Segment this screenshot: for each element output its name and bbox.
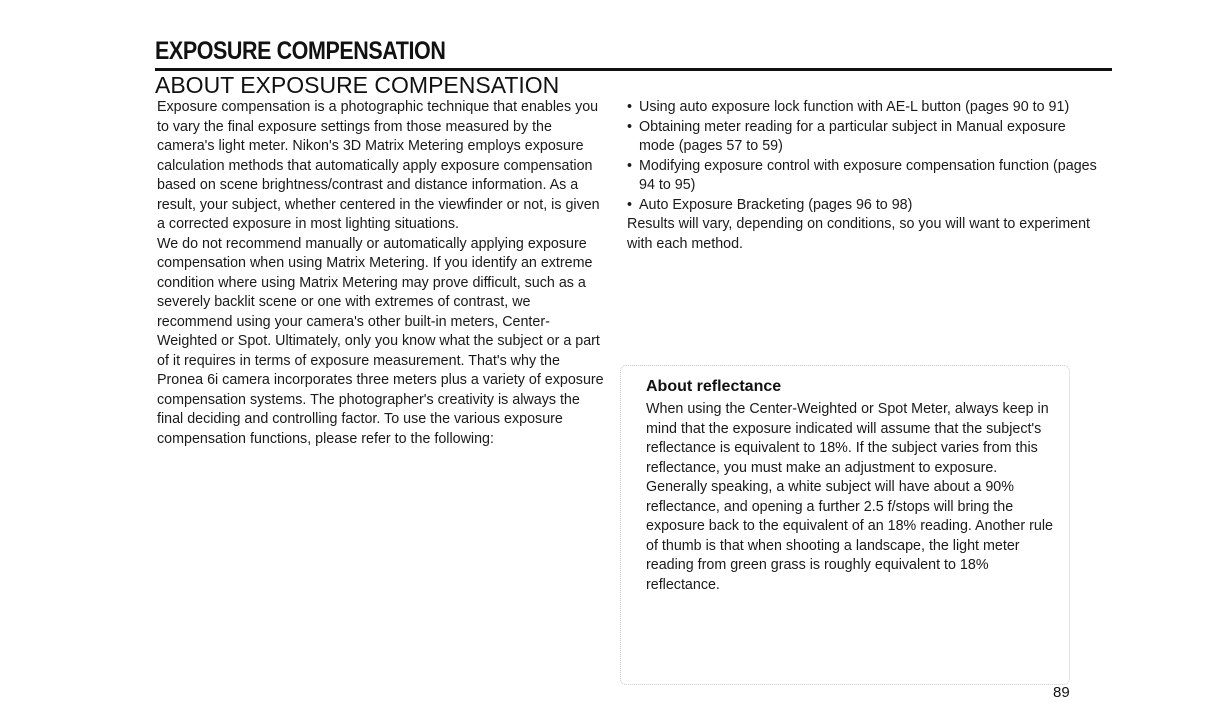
- closing-paragraph: Results will vary, depending on conditions, so you will want to experiment with each method.: [627, 216, 1091, 252]
- list-item: [627, 196, 1097, 216]
- bullet-icon: •: [627, 157, 633, 174]
- page-number: 89: [1053, 684, 1070, 701]
- list-item-text: Obtaining meter reading for a particular subject in Manual exposure mode (pages 57 to 59): [639, 118, 1066, 154]
- bullet-icon: •: [627, 196, 633, 213]
- list-item-text: Using auto exposure lock function with AE-L button (pages 90 to 91): [639, 99, 1070, 115]
- bullet-icon: •: [627, 99, 633, 115]
- title-rule: [155, 68, 1112, 71]
- list-item-text: Auto Exposure Bracketing (pages 96 to 98): [639, 196, 913, 213]
- list-item-text: Modifying exposure control with exposure compensation function (pages 94 to 95): [639, 157, 1097, 193]
- note-body: When using the Center-Weighted or Spot Meter, always keep in mind that the exposure indicated will assume that the subject's reflectance is equivalent to 18%. If the subject varies from this reflectance, you must make an adjustment to exposure. Generally speaking, a white subject will have about a 90% reflectance, and opening a further 2.5 f/stops will bring the exposure back to the equivalent of an 18% reading. Another rule of thumb is that when shooting a landscape, the light meter reading from green grass is roughly equivalent to 18% reflectance.: [646, 401, 1053, 593]
- bullet-icon: •: [627, 118, 633, 135]
- right-column: [627, 98, 1097, 254]
- subsection-title: ABOUT EXPOSURE COMPENSATION: [155, 72, 560, 98]
- list-item: [627, 98, 1097, 118]
- left-column: [157, 98, 607, 449]
- method-list: [627, 98, 1097, 215]
- note-title: About reflectance: [646, 378, 782, 395]
- recommendation-paragraph: We do not recommend manually or automatically applying exposure compensation when using Matrix Metering. If you identify an extreme condition where using Matrix Metering may prove difficult, such as a severely backlit scene or one with extremes of contrast, we recommend using your camera's other built-in meters, Center-Weighted or Spot. Ultimately, only you know what the subject or a part of it requires in terms of exposure measurement. That's why the Pronea 6i camera incorporates three meters plus a variety of exposure compensation systems. The photographer's creativity is always the final deciding and controlling factor. To use the various exposure compensation functions, please refer to the following:: [157, 235, 604, 447]
- intro-paragraph: Exposure compensation is a photographic technique that enables you to vary the final exposure settings from those measured by the camera's light meter. Nikon's 3D Matrix Metering employs exposure calculation methods that automatically apply exposure compensation based on scene brightness/contrast and distance information. As a result, your subject, whether centered in the viewfinder or not, is given a corrected exposure in most lighting situations.: [157, 99, 600, 232]
- list-item: [627, 157, 1097, 196]
- list-item: [627, 118, 1097, 157]
- section-title: EXPOSURE COMPENSATION: [155, 37, 446, 65]
